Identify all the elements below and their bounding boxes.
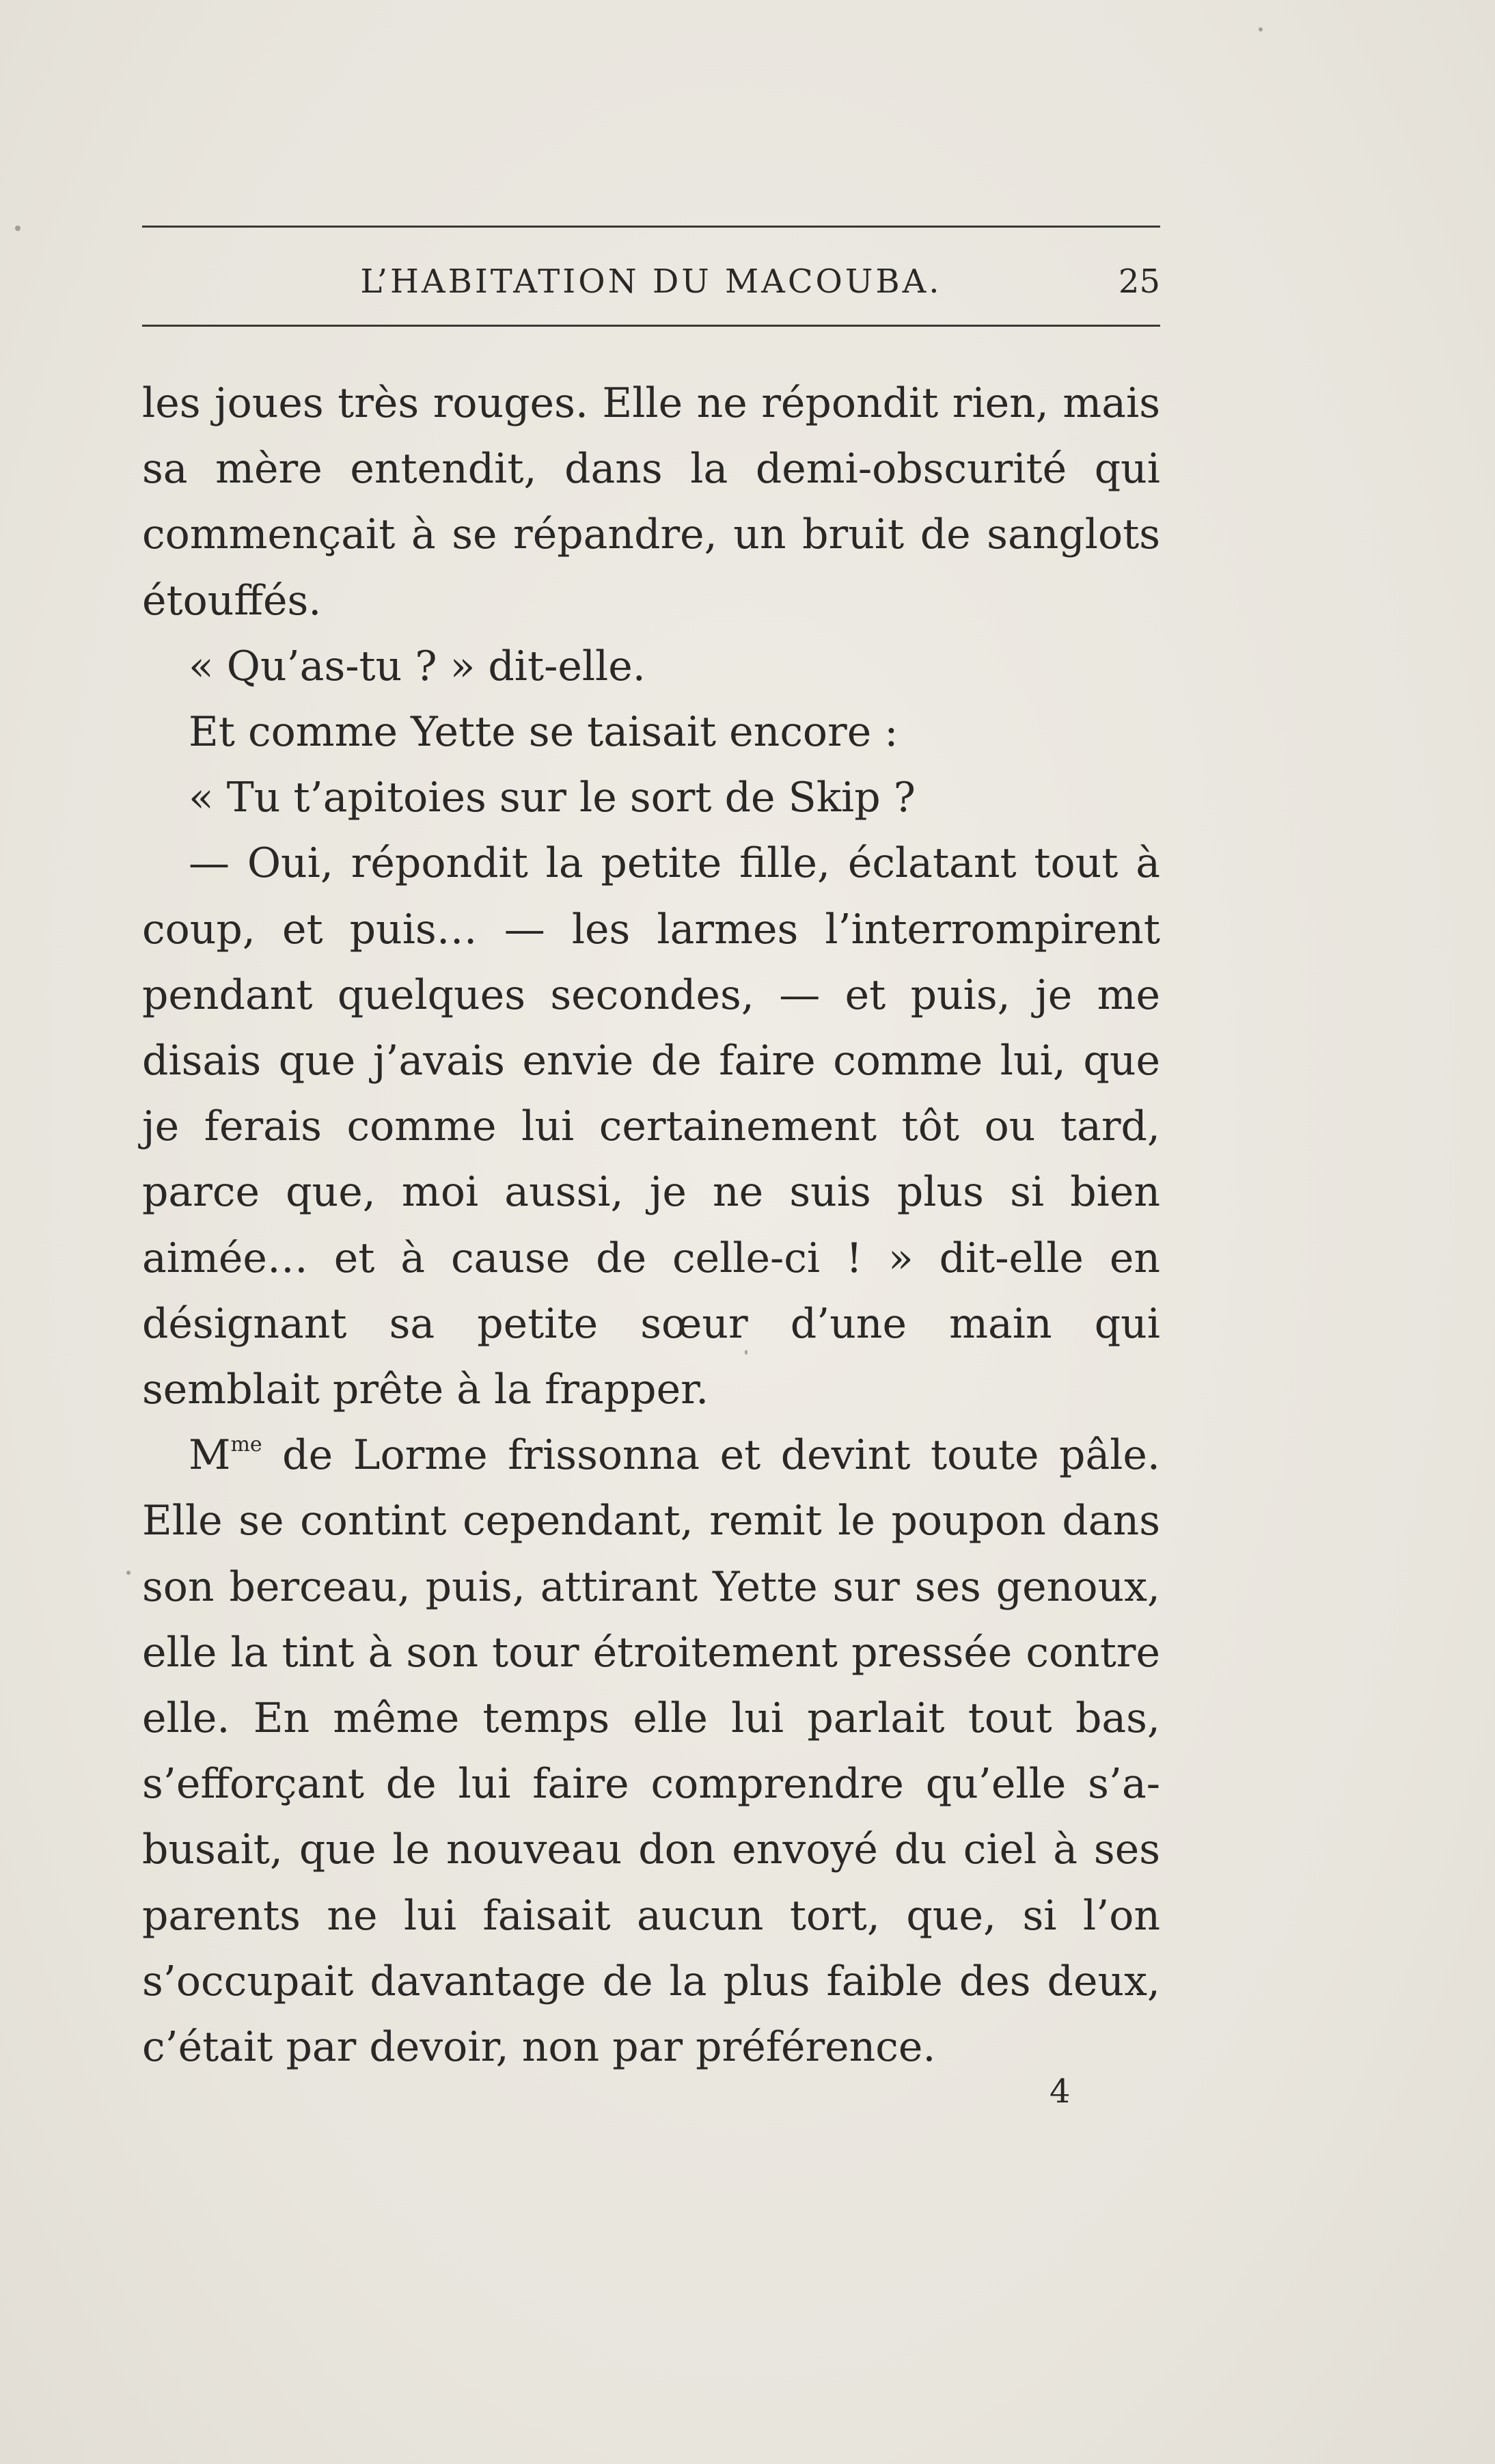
paragraph-2: « Qu’as-tu ? » dit-elle. — [189, 642, 646, 690]
signature-mark: 4 — [1050, 2072, 1071, 2111]
paragraph-3: Et comme Yette se taisait encore : — [189, 708, 899, 757]
paper-speck — [1259, 27, 1263, 31]
running-title: L’HABITATION DU MACOUBA. — [360, 262, 942, 301]
paragraph-1: les joues très rouges. Elle ne répondit rien, mais sa mère entendit, dans la demi-obscurité qui commençait à se répandre, un bruit de sanglots étouffés. — [142, 379, 1160, 625]
paragraph-4: « Tu t’apitoies sur le sort de Skip ? — [189, 774, 916, 822]
paper-speck — [126, 1571, 131, 1575]
honorific-superscript: me — [230, 1433, 262, 1457]
paper-speck — [745, 1350, 748, 1355]
honorific-abbrev: M — [189, 1431, 231, 1480]
paragraph-6-text: de Lorme frissonna et devint toute pâle. Elle se contint cependant, remit le poupon dans son berceau, puis, attirant Yette sur ses genoux, elle la tint à son tour étroitement pressée contre elle. En même temps elle lui parlait tout bas, s’efforçant de lui faire comprendre qu’elle s’abusait, que le nouveau don envoyé du ciel à ses parents ne lui faisait aucun tort, que, si l’on s’occupait davantage de la plus faible des deux, c’était par devoir, non par préférence. — [142, 1431, 1160, 2072]
page-number: 25 — [1118, 262, 1160, 301]
running-head — [142, 253, 1160, 314]
paper-speck — [15, 226, 20, 231]
header-bottom-rule — [142, 325, 1160, 327]
paragraph-6 — [142, 1422, 1160, 2080]
header-top-rule — [142, 226, 1160, 228]
paragraph-5: — Oui, répondit la petite fille, éclatant tout à coup, et puis… — les larmes l’interrompirent pendant quelques secondes, — et puis, je me disais que j’avais envie de faire comme lui, que je ferais comme lui certainement tôt ou tard, parce que, moi aussi, je ne suis plus si bien aimée… et à cause de celle-ci ! » dit-elle en désignant sa petite sœur d’une main qui semblait prête à la frapper. — [142, 839, 1160, 1414]
body-text — [142, 370, 1160, 2080]
